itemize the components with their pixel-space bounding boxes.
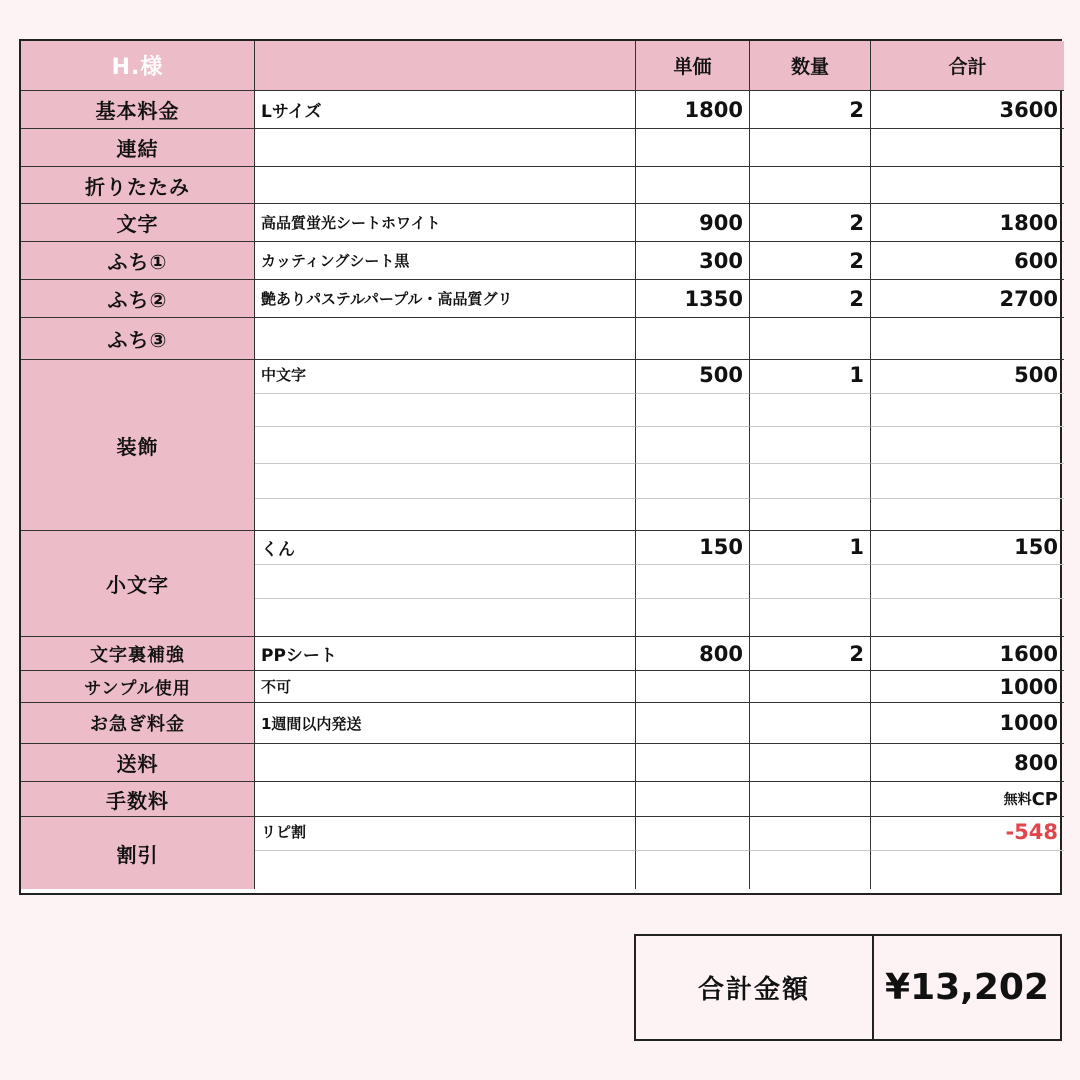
row-price (636, 817, 750, 851)
row-item (255, 318, 636, 360)
row-price (636, 703, 750, 744)
row-label: ふち② (21, 280, 255, 318)
empty-cell (636, 851, 750, 889)
row-price: 900 (636, 204, 750, 242)
row-qty: 1 (750, 531, 871, 565)
row-price (636, 167, 750, 204)
empty-cell (871, 499, 1064, 531)
empty-cell (750, 394, 871, 427)
row-price (636, 129, 750, 167)
empty-cell (750, 565, 871, 599)
row-label: 折りたたみ (21, 167, 255, 204)
row-item: PPシート (255, 637, 636, 671)
empty-cell (255, 427, 636, 464)
empty-cell (750, 851, 871, 889)
row-item: 中文字 (255, 360, 636, 394)
row-price: 500 (636, 360, 750, 394)
row-item (255, 129, 636, 167)
empty-cell (871, 599, 1064, 637)
empty-cell (255, 599, 636, 637)
row-qty (750, 318, 871, 360)
row-label: 基本料金 (21, 91, 255, 129)
row-total: 3600 (871, 91, 1064, 129)
row-qty (750, 817, 871, 851)
row-label: 文字裏補強 (21, 637, 255, 671)
empty-cell (750, 464, 871, 499)
empty-cell (255, 851, 636, 889)
empty-cell (871, 851, 1064, 889)
empty-cell (636, 394, 750, 427)
estimate-table (19, 39, 1062, 895)
unit-price-header: 単価 (636, 41, 750, 91)
row-label: ふち③ (21, 318, 255, 360)
empty-cell (636, 427, 750, 464)
row-item: リピ割 (255, 817, 636, 851)
item-header (255, 41, 636, 91)
empty-cell (871, 565, 1064, 599)
row-item (255, 744, 636, 782)
row-item: カッティングシート黒 (255, 242, 636, 280)
row-qty: 2 (750, 204, 871, 242)
empty-cell (871, 394, 1064, 427)
row-price (636, 318, 750, 360)
row-label: サンプル使用 (21, 671, 255, 703)
empty-cell (636, 599, 750, 637)
empty-cell (750, 427, 871, 464)
grand-total-box (634, 934, 1062, 1041)
row-total: 2700 (871, 280, 1064, 318)
row-qty: 2 (750, 280, 871, 318)
row-label: 装飾 (21, 360, 255, 531)
row-price (636, 671, 750, 703)
row-total: 1000 (871, 671, 1064, 703)
row-qty (750, 167, 871, 204)
empty-cell (255, 565, 636, 599)
row-label: 文字 (21, 204, 255, 242)
row-label: 送料 (21, 744, 255, 782)
row-item: 艶ありパステルパープル・高品質グリ (255, 280, 636, 318)
row-total (871, 129, 1064, 167)
subtotal-header: 合計 (871, 41, 1064, 91)
empty-cell (750, 599, 871, 637)
discount-total: -548 (871, 817, 1064, 851)
row-total: 500 (871, 360, 1064, 394)
row-price (636, 782, 750, 817)
empty-cell (255, 464, 636, 499)
row-qty (750, 671, 871, 703)
row-total: 600 (871, 242, 1064, 280)
row-price (636, 744, 750, 782)
empty-cell (636, 565, 750, 599)
row-price: 1350 (636, 280, 750, 318)
empty-cell (636, 464, 750, 499)
empty-cell (255, 394, 636, 427)
empty-cell (636, 499, 750, 531)
fee-cell (871, 782, 1064, 817)
row-label: ふち① (21, 242, 255, 280)
row-total: 1000 (871, 703, 1064, 744)
row-price: 1800 (636, 91, 750, 129)
grand-total-amount: ¥13,202 (885, 967, 1049, 1008)
fee-code: CP (1031, 788, 1058, 810)
row-item: 不可 (255, 671, 636, 703)
row-qty (750, 129, 871, 167)
row-qty (750, 744, 871, 782)
row-total (871, 167, 1064, 204)
row-price: 300 (636, 242, 750, 280)
row-label: 小文字 (21, 531, 255, 637)
empty-cell (750, 499, 871, 531)
row-item: くん (255, 531, 636, 565)
row-qty: 2 (750, 242, 871, 280)
row-label: 手数料 (21, 782, 255, 817)
row-item: 高品質蛍光シートホワイト (255, 204, 636, 242)
row-qty: 2 (750, 637, 871, 671)
empty-cell (255, 499, 636, 531)
row-label: 割引 (21, 817, 255, 889)
row-total: 800 (871, 744, 1064, 782)
row-price: 150 (636, 531, 750, 565)
row-qty (750, 703, 871, 744)
row-item (255, 167, 636, 204)
row-label: お急ぎ料金 (21, 703, 255, 744)
customer-name: H.様 (21, 41, 255, 91)
row-qty: 1 (750, 360, 871, 394)
free-label: 無料 (1003, 792, 1032, 808)
row-qty (750, 782, 871, 817)
row-item: 1週間以内発送 (255, 703, 636, 744)
row-total (871, 318, 1064, 360)
row-total: 150 (871, 531, 1064, 565)
row-item: Lサイズ (255, 91, 636, 129)
empty-cell (871, 427, 1064, 464)
grand-total-label: 合計金額 (636, 936, 874, 1039)
quantity-header: 数量 (750, 41, 871, 91)
row-total: 1800 (871, 204, 1064, 242)
empty-cell (871, 464, 1064, 499)
row-total: 1600 (871, 637, 1064, 671)
row-label: 連結 (21, 129, 255, 167)
row-price: 800 (636, 637, 750, 671)
row-qty: 2 (750, 91, 871, 129)
row-item (255, 782, 636, 817)
